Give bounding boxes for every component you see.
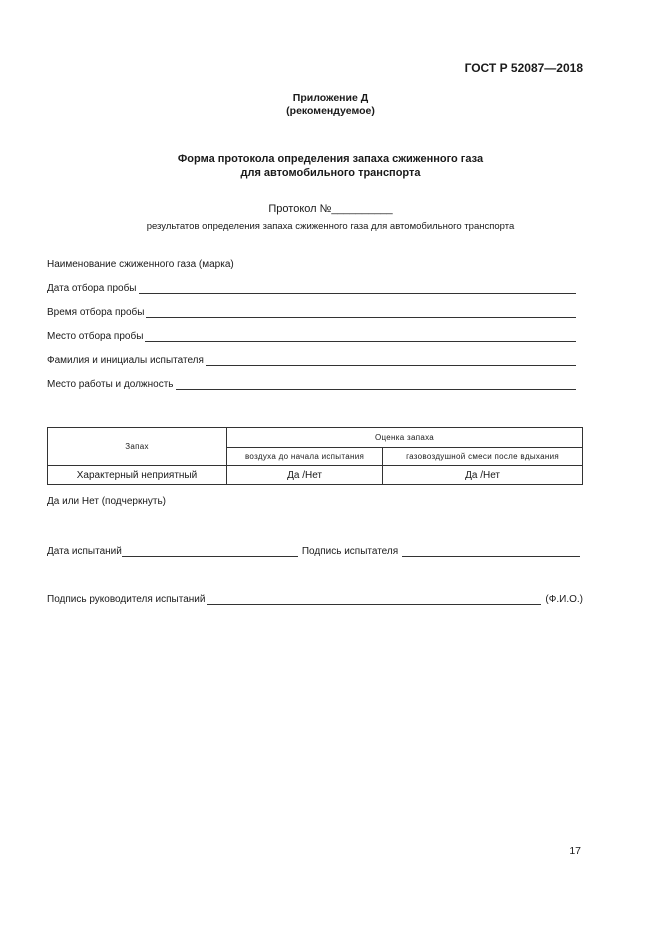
field-gas-name bbox=[47, 256, 576, 270]
sample-time-line[interactable] bbox=[146, 307, 576, 318]
col-odor-header: Запах bbox=[48, 428, 227, 466]
row-before-cell[interactable]: Да /Нет bbox=[227, 466, 383, 485]
odor-table bbox=[47, 427, 583, 485]
tester-name-line[interactable] bbox=[206, 355, 576, 366]
signature-row bbox=[47, 543, 580, 557]
tester-sign-line[interactable] bbox=[402, 546, 580, 557]
protocol-subtitle: результатов определения запаха сжиженного газа для автомобильного транспорта bbox=[146, 221, 515, 232]
row-after-cell[interactable]: Да /Нет bbox=[383, 466, 583, 485]
sample-place-line[interactable] bbox=[145, 331, 576, 342]
field-gas-name-label: Наименование сжиженного газа (марка) bbox=[47, 259, 234, 270]
field-workplace bbox=[47, 376, 576, 390]
field-sample-place bbox=[47, 328, 576, 342]
form-title-line2: для автомобильного транспорта bbox=[240, 167, 421, 179]
field-sample-time bbox=[47, 304, 576, 318]
sub-before-header: воздуха до начала испытания bbox=[227, 448, 383, 466]
appendix-heading bbox=[0, 92, 661, 118]
test-date-line[interactable] bbox=[122, 546, 298, 557]
field-tester-name-label: Фамилия и инициалы испытателя bbox=[47, 355, 204, 366]
row-label-cell: Характерный неприятный bbox=[48, 466, 227, 485]
form-title-line1: Форма протокола определения запаха сжиженного газа bbox=[177, 153, 484, 165]
sample-date-line[interactable] bbox=[139, 283, 577, 294]
field-sample-place-label: Место отбора пробы bbox=[47, 331, 144, 342]
test-date-label: Дата испытаний bbox=[47, 546, 122, 557]
field-sample-date bbox=[47, 280, 576, 294]
head-signature-row bbox=[47, 591, 583, 605]
appendix-status: (рекомендуемое) bbox=[286, 105, 375, 117]
protocol-number: Протокол №__________ bbox=[268, 203, 393, 215]
sub-after-header: газовоздушной смеси после вдыхания bbox=[383, 448, 583, 466]
standard-number: ГОСТ Р 52087—2018 bbox=[464, 61, 583, 75]
field-sample-time-label: Время отбора пробы bbox=[47, 307, 145, 318]
field-tester-name bbox=[47, 352, 576, 366]
note-text: Да или Нет (подчеркнуть) bbox=[47, 496, 166, 507]
page-number: 17 bbox=[569, 845, 581, 857]
appendix-title: Приложение Д bbox=[292, 92, 369, 104]
head-sign-label: Подпись руководителя испытаний bbox=[47, 594, 206, 605]
form-title bbox=[0, 152, 661, 180]
tester-sign-label: Подпись испытателя bbox=[301, 546, 399, 557]
field-workplace-label: Место работы и должность bbox=[47, 379, 174, 390]
head-sign-line[interactable] bbox=[207, 594, 541, 605]
col-eval-header: Оценка запаха bbox=[227, 428, 583, 448]
workplace-line[interactable] bbox=[176, 379, 577, 390]
field-sample-date-label: Дата отбора пробы bbox=[47, 283, 137, 294]
fio-label: (Ф.И.О.) bbox=[545, 594, 583, 605]
